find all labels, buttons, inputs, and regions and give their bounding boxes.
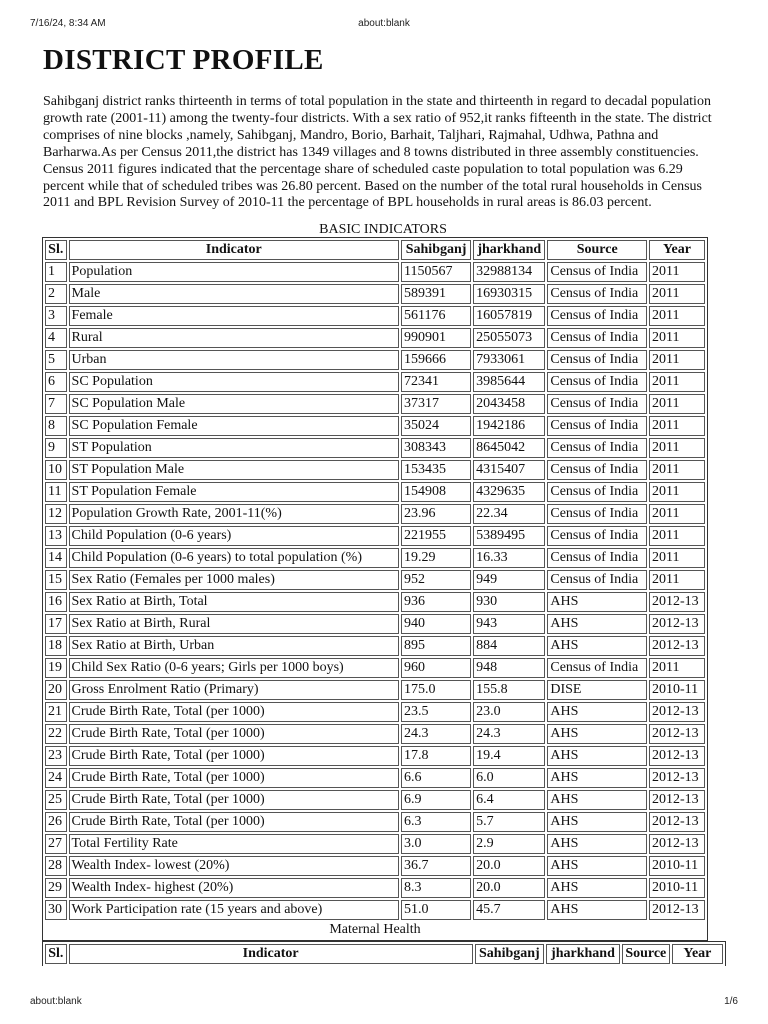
source-cell: Census of India (547, 548, 647, 568)
basic-indicators-table (42, 237, 708, 941)
year-cell: 2011 (649, 394, 705, 414)
sahibganj-cell: 6.9 (401, 790, 471, 810)
year-cell: 2011 (649, 350, 705, 370)
year-cell: 2011 (649, 416, 705, 436)
table-row (45, 526, 705, 546)
year-cell: 2012-13 (649, 702, 705, 722)
table-row (45, 636, 705, 656)
year-cell: 2012-13 (649, 614, 705, 634)
year-cell: 2011 (649, 570, 705, 590)
page-title: DISTRICT PROFILE (43, 44, 324, 76)
column-header: Year (649, 240, 705, 260)
source-cell: Census of India (547, 284, 647, 304)
table-row (45, 746, 705, 766)
sahibganj-cell: 36.7 (401, 856, 471, 876)
sahibganj-cell: 221955 (401, 526, 471, 546)
serial-cell: 11 (45, 482, 67, 502)
jharkhand-cell: 20.0 (473, 856, 545, 876)
indicator-cell: ST Population (69, 438, 399, 458)
year-cell: 2012-13 (649, 834, 705, 854)
serial-cell: 26 (45, 812, 67, 832)
jharkhand-cell: 948 (473, 658, 545, 678)
year-cell: 2012-13 (649, 812, 705, 832)
jharkhand-cell: 930 (473, 592, 545, 612)
jharkhand-cell: 8645042 (473, 438, 545, 458)
indicator-cell: Crude Birth Rate, Total (per 1000) (69, 768, 399, 788)
indicator-cell: Rural (69, 328, 399, 348)
print-url: about:blank (30, 996, 82, 1007)
document-body (43, 40, 723, 966)
source-cell: AHS (547, 592, 647, 612)
table-row (45, 372, 705, 392)
table-row (45, 350, 705, 370)
source-cell: Census of India (547, 372, 647, 392)
year-cell: 2012-13 (649, 768, 705, 788)
jharkhand-cell: 3985644 (473, 372, 545, 392)
table-row (45, 878, 705, 898)
print-page-number: 1/6 (724, 996, 738, 1007)
column-header: Year (672, 944, 723, 964)
column-header: Sl. (45, 944, 67, 964)
indicator-cell: Child Sex Ratio (0-6 years; Girls per 1000 boys) (69, 658, 399, 678)
year-cell: 2011 (649, 658, 705, 678)
serial-cell: 5 (45, 350, 67, 370)
indicator-cell: Male (69, 284, 399, 304)
jharkhand-cell: 5389495 (473, 526, 545, 546)
year-cell: 2012-13 (649, 790, 705, 810)
table-row (45, 834, 705, 854)
year-cell: 2011 (649, 438, 705, 458)
sahibganj-cell: 895 (401, 636, 471, 656)
sahibganj-cell: 37317 (401, 394, 471, 414)
basic-indicators-body (45, 262, 705, 920)
table-row (45, 790, 705, 810)
jharkhand-cell: 155.8 (473, 680, 545, 700)
jharkhand-cell: 2.9 (473, 834, 545, 854)
column-header: Source (622, 944, 670, 964)
indicator-cell: Child Population (0-6 years) (69, 526, 399, 546)
indicator-cell: Work Participation rate (15 years and above) (69, 900, 399, 920)
column-header: Sl. (45, 240, 67, 260)
sahibganj-cell: 24.3 (401, 724, 471, 744)
year-cell: 2012-13 (649, 900, 705, 920)
table-row (45, 724, 705, 744)
source-cell: AHS (547, 812, 647, 832)
serial-cell: 28 (45, 856, 67, 876)
table-row (45, 856, 705, 876)
year-cell: 2011 (649, 482, 705, 502)
source-cell: AHS (547, 878, 647, 898)
indicator-cell: ST Population Male (69, 460, 399, 480)
table-row (45, 284, 705, 304)
table-row (45, 306, 705, 326)
sahibganj-cell: 23.96 (401, 504, 471, 524)
maternal-health-table (42, 941, 726, 966)
source-cell: Census of India (547, 328, 647, 348)
year-cell: 2012-13 (649, 636, 705, 656)
sahibganj-cell: 23.5 (401, 702, 471, 722)
sahibganj-cell: 8.3 (401, 878, 471, 898)
indicator-cell: Total Fertility Rate (69, 834, 399, 854)
year-cell: 2012-13 (649, 592, 705, 612)
indicator-cell: Sex Ratio at Birth, Urban (69, 636, 399, 656)
indicator-cell: Gross Enrolment Ratio (Primary) (69, 680, 399, 700)
table-row (45, 482, 705, 502)
sahibganj-cell: 51.0 (401, 900, 471, 920)
table-row (45, 592, 705, 612)
year-cell: 2010-11 (649, 878, 705, 898)
source-cell: AHS (547, 768, 647, 788)
table-row (45, 262, 705, 282)
source-cell: Census of India (547, 482, 647, 502)
serial-cell: 15 (45, 570, 67, 590)
table-row (45, 548, 705, 568)
serial-cell: 17 (45, 614, 67, 634)
indicator-cell: Crude Birth Rate, Total (per 1000) (69, 812, 399, 832)
year-cell: 2012-13 (649, 724, 705, 744)
sahibganj-cell: 308343 (401, 438, 471, 458)
indicator-cell: Crude Birth Rate, Total (per 1000) (69, 746, 399, 766)
jharkhand-cell: 949 (473, 570, 545, 590)
sahibganj-cell: 3.0 (401, 834, 471, 854)
jharkhand-cell: 6.0 (473, 768, 545, 788)
serial-cell: 3 (45, 306, 67, 326)
serial-cell: 14 (45, 548, 67, 568)
serial-cell: 21 (45, 702, 67, 722)
jharkhand-cell: 6.4 (473, 790, 545, 810)
section-caption-row (45, 922, 705, 938)
serial-cell: 16 (45, 592, 67, 612)
table-row (45, 680, 705, 700)
indicator-cell: Population (69, 262, 399, 282)
jharkhand-cell: 24.3 (473, 724, 545, 744)
jharkhand-cell: 32988134 (473, 262, 545, 282)
sahibganj-cell: 1150567 (401, 262, 471, 282)
source-cell: AHS (547, 790, 647, 810)
table-row (45, 328, 705, 348)
sahibganj-cell: 589391 (401, 284, 471, 304)
maternal-health-caption: Maternal Health (329, 922, 421, 938)
source-cell: Census of India (547, 416, 647, 436)
serial-cell: 8 (45, 416, 67, 436)
year-cell: 2011 (649, 504, 705, 524)
column-header: Source (547, 240, 647, 260)
jharkhand-cell: 23.0 (473, 702, 545, 722)
indicator-cell: Child Population (0-6 years) to total population (%) (69, 548, 399, 568)
sahibganj-cell: 940 (401, 614, 471, 634)
year-cell: 2010-11 (649, 680, 705, 700)
serial-cell: 30 (45, 900, 67, 920)
year-cell: 2011 (649, 262, 705, 282)
basic-indicators-caption: BASIC INDICATORS (319, 222, 447, 238)
indicator-cell: Crude Birth Rate, Total (per 1000) (69, 790, 399, 810)
serial-cell: 13 (45, 526, 67, 546)
table-header-row (45, 944, 723, 964)
indicator-cell: SC Population Male (69, 394, 399, 414)
year-cell: 2011 (649, 306, 705, 326)
jharkhand-cell: 4329635 (473, 482, 545, 502)
source-cell: Census of India (547, 504, 647, 524)
intro-paragraph: Sahibganj district ranks thirteenth in terms of total population in the state and thirteenth in regard to decadal population growth rate (2001-11) among the twenty-four districts. With a sex ratio of 952,it ranks fifteenth in the state. The district comprises of nine blocks ,namely, Sahibganj, Mandro, Borio, Barhait, Taljhari, Rajmahal, Udhwa, Pathna and Barharwa.As per Census 2011,the district has 1349 villages and 8 towns distributed in three assembly constituencies. Census 2011 figures indicated that the percentage share of scheduled caste population to total population was 6.29 percent while that of scheduled tribes was 26.80 percent. Based on the number of the total rural households in Census 2011 and BPL Revision Survey of 2010-11 the percentage of BPL households in rural areas is 86.03 percent. (43, 94, 712, 211)
serial-cell: 22 (45, 724, 67, 744)
sahibganj-cell: 960 (401, 658, 471, 678)
indicator-cell: Sex Ratio at Birth, Rural (69, 614, 399, 634)
table-row (45, 812, 705, 832)
jharkhand-cell: 943 (473, 614, 545, 634)
sahibganj-cell: 153435 (401, 460, 471, 480)
sahibganj-cell: 561176 (401, 306, 471, 326)
source-cell: Census of India (547, 350, 647, 370)
sahibganj-cell: 6.3 (401, 812, 471, 832)
jharkhand-cell: 45.7 (473, 900, 545, 920)
sahibganj-cell: 175.0 (401, 680, 471, 700)
column-header: jharkhand (473, 240, 545, 260)
source-cell: AHS (547, 614, 647, 634)
indicator-cell: ST Population Female (69, 482, 399, 502)
indicator-cell: Sex Ratio (Females per 1000 males) (69, 570, 399, 590)
indicator-cell: Female (69, 306, 399, 326)
serial-cell: 1 (45, 262, 67, 282)
print-timestamp: 7/16/24, 8:34 AM (30, 18, 106, 29)
source-cell: Census of India (547, 570, 647, 590)
source-cell: Census of India (547, 306, 647, 326)
serial-cell: 20 (45, 680, 67, 700)
source-cell: Census of India (547, 460, 647, 480)
sahibganj-cell: 72341 (401, 372, 471, 392)
table-row (45, 614, 705, 634)
table-row (45, 394, 705, 414)
serial-cell: 4 (45, 328, 67, 348)
source-cell: Census of India (547, 438, 647, 458)
serial-cell: 27 (45, 834, 67, 854)
source-cell: Census of India (547, 262, 647, 282)
serial-cell: 25 (45, 790, 67, 810)
column-header: Indicator (69, 944, 473, 964)
sahibganj-cell: 17.8 (401, 746, 471, 766)
indicator-cell: Urban (69, 350, 399, 370)
sahibganj-cell: 936 (401, 592, 471, 612)
source-cell: AHS (547, 636, 647, 656)
year-cell: 2010-11 (649, 856, 705, 876)
source-cell: Census of India (547, 526, 647, 546)
serial-cell: 29 (45, 878, 67, 898)
year-cell: 2012-13 (649, 746, 705, 766)
sahibganj-cell: 6.6 (401, 768, 471, 788)
serial-cell: 9 (45, 438, 67, 458)
table-row (45, 416, 705, 436)
serial-cell: 24 (45, 768, 67, 788)
table-row (45, 658, 705, 678)
column-header: Sahibganj (475, 944, 545, 964)
sahibganj-cell: 159666 (401, 350, 471, 370)
jharkhand-cell: 16.33 (473, 548, 545, 568)
source-cell: AHS (547, 746, 647, 766)
source-cell: DISE (547, 680, 647, 700)
indicator-cell: Sex Ratio at Birth, Total (69, 592, 399, 612)
column-header: Sahibganj (401, 240, 471, 260)
print-page-title: about:blank (358, 18, 410, 29)
jharkhand-cell: 5.7 (473, 812, 545, 832)
source-cell: AHS (547, 834, 647, 854)
column-header: Indicator (69, 240, 399, 260)
serial-cell: 10 (45, 460, 67, 480)
table-row (45, 438, 705, 458)
indicator-cell: Crude Birth Rate, Total (per 1000) (69, 702, 399, 722)
year-cell: 2011 (649, 372, 705, 392)
serial-cell: 23 (45, 746, 67, 766)
serial-cell: 6 (45, 372, 67, 392)
jharkhand-cell: 16057819 (473, 306, 545, 326)
source-cell: AHS (547, 724, 647, 744)
jharkhand-cell: 22.34 (473, 504, 545, 524)
column-header: jharkhand (546, 944, 620, 964)
sahibganj-cell: 990901 (401, 328, 471, 348)
source-cell: AHS (547, 856, 647, 876)
sahibganj-cell: 154908 (401, 482, 471, 502)
sahibganj-cell: 952 (401, 570, 471, 590)
source-cell: Census of India (547, 394, 647, 414)
year-cell: 2011 (649, 548, 705, 568)
year-cell: 2011 (649, 328, 705, 348)
year-cell: 2011 (649, 460, 705, 480)
table-row (45, 504, 705, 524)
browser-print-footer (30, 996, 738, 1010)
jharkhand-cell: 16930315 (473, 284, 545, 304)
indicator-cell: Crude Birth Rate, Total (per 1000) (69, 724, 399, 744)
serial-cell: 2 (45, 284, 67, 304)
jharkhand-cell: 2043458 (473, 394, 545, 414)
table-row (45, 768, 705, 788)
serial-cell: 12 (45, 504, 67, 524)
indicator-cell: Wealth Index- highest (20%) (69, 878, 399, 898)
table-row (45, 900, 705, 920)
sahibganj-cell: 35024 (401, 416, 471, 436)
serial-cell: 18 (45, 636, 67, 656)
table-row (45, 702, 705, 722)
jharkhand-cell: 7933061 (473, 350, 545, 370)
source-cell: AHS (547, 900, 647, 920)
table-header-row (45, 240, 705, 260)
indicator-cell: SC Population Female (69, 416, 399, 436)
browser-print-header (30, 18, 738, 32)
jharkhand-cell: 884 (473, 636, 545, 656)
table-row (45, 570, 705, 590)
source-cell: Census of India (547, 658, 647, 678)
jharkhand-cell: 20.0 (473, 878, 545, 898)
serial-cell: 19 (45, 658, 67, 678)
year-cell: 2011 (649, 526, 705, 546)
sahibganj-cell: 19.29 (401, 548, 471, 568)
indicator-cell: Population Growth Rate, 2001-11(%) (69, 504, 399, 524)
indicator-cell: Wealth Index- lowest (20%) (69, 856, 399, 876)
serial-cell: 7 (45, 394, 67, 414)
source-cell: AHS (547, 702, 647, 722)
jharkhand-cell: 25055073 (473, 328, 545, 348)
jharkhand-cell: 4315407 (473, 460, 545, 480)
year-cell: 2011 (649, 284, 705, 304)
indicator-cell: SC Population (69, 372, 399, 392)
table-row (45, 460, 705, 480)
jharkhand-cell: 19.4 (473, 746, 545, 766)
jharkhand-cell: 1942186 (473, 416, 545, 436)
